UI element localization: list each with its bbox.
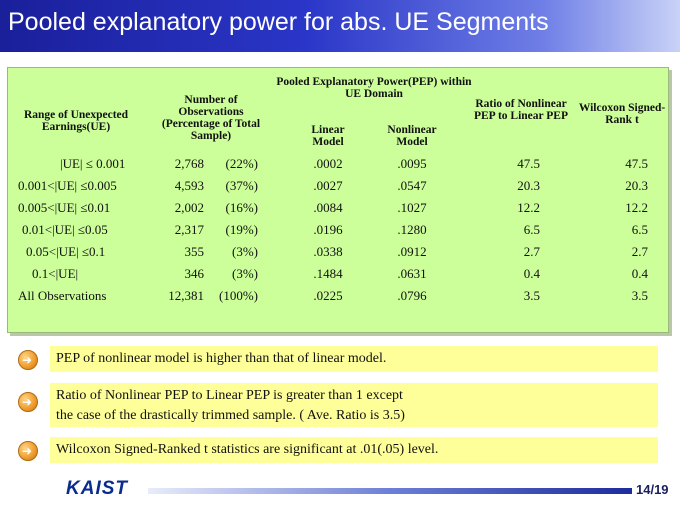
cell-ratio: 47.5 bbox=[517, 156, 540, 171]
cell-count: 2,002 bbox=[174, 200, 204, 215]
cell-percent: (22%) bbox=[225, 156, 258, 171]
header-nonlinear: Nonlinear Model bbox=[387, 124, 437, 148]
cell-ratio: 0.4 bbox=[523, 266, 540, 281]
cell-wilcoxon: 20.3 bbox=[625, 178, 648, 193]
cell-percent: (16%) bbox=[225, 200, 258, 215]
cell-wilcoxon: 12.2 bbox=[625, 200, 648, 215]
cell-count: 346 bbox=[184, 266, 204, 281]
header-linear: Linear Model bbox=[311, 124, 345, 148]
cell-linear: .0027 bbox=[313, 178, 343, 193]
cell-percent: (3%) bbox=[232, 266, 258, 281]
cell-wilcoxon: 6.5 bbox=[631, 222, 648, 237]
bullet-text: the case of the drastically trimmed sample. ( Ave. Ratio is 3.5) bbox=[56, 408, 405, 423]
cell-range: 0.001<|UE| ≤0.005 bbox=[18, 178, 117, 193]
kaist-logo: KAIST bbox=[66, 478, 128, 499]
cell-nonlinear: .0631 bbox=[397, 266, 427, 281]
cell-linear: .0196 bbox=[313, 222, 343, 237]
cell-linear: .1484 bbox=[313, 266, 343, 281]
cell-ratio: 12.2 bbox=[517, 200, 540, 215]
cell-wilcoxon: 3.5 bbox=[631, 288, 648, 303]
cell-ratio: 3.5 bbox=[523, 288, 540, 303]
bullet-item bbox=[50, 346, 658, 372]
cell-range: |UE| ≤ 0.001 bbox=[60, 156, 126, 171]
circle-arrow-icon: ➜ bbox=[18, 392, 38, 412]
bullet-text: Wilcoxon Signed-Ranked t statistics are significant at .01(.05) level. bbox=[56, 442, 439, 457]
cell-nonlinear: .0796 bbox=[397, 288, 427, 303]
cell-percent: (100%) bbox=[219, 288, 258, 303]
cell-wilcoxon: 0.4 bbox=[631, 266, 648, 281]
cell-ratio: 2.7 bbox=[523, 244, 540, 259]
cell-nonlinear: .0547 bbox=[397, 178, 427, 193]
page-number: 14/19 bbox=[636, 482, 669, 497]
cell-range: 0.05<|UE| ≤0.1 bbox=[26, 244, 106, 259]
footer-divider bbox=[148, 488, 632, 494]
cell-count: 2,768 bbox=[174, 156, 204, 171]
cell-ratio: 6.5 bbox=[523, 222, 540, 237]
results-table bbox=[7, 67, 669, 333]
header-pep-group: Pooled Explanatory Power(PEP) within UE Domain bbox=[276, 76, 472, 100]
cell-percent: (37%) bbox=[225, 178, 258, 193]
cell-wilcoxon: 2.7 bbox=[631, 244, 648, 259]
cell-percent: (19%) bbox=[225, 222, 258, 237]
header-wilcoxon: Wilcoxon Signed-Rank t bbox=[578, 102, 666, 126]
cell-ratio: 20.3 bbox=[517, 178, 540, 193]
cell-linear: .0225 bbox=[313, 288, 343, 303]
bullet-item bbox=[50, 437, 658, 463]
cell-count: 2,317 bbox=[174, 222, 204, 237]
cell-range: All Observations bbox=[18, 288, 107, 303]
cell-linear: .0338 bbox=[313, 244, 343, 259]
cell-nonlinear: .0095 bbox=[397, 156, 427, 171]
cell-count: 355 bbox=[184, 244, 204, 259]
cell-nonlinear: .1027 bbox=[397, 200, 427, 215]
header-ratio: Ratio of Nonlinear PEP to Linear PEP bbox=[473, 98, 569, 122]
cell-range: 0.005<|UE| ≤0.01 bbox=[18, 200, 111, 215]
bullet-text: Ratio of Nonlinear PEP to Linear PEP is greater than 1 except bbox=[56, 388, 403, 403]
bullet-item bbox=[50, 383, 658, 427]
cell-range: 0.01<|UE| ≤0.05 bbox=[22, 222, 108, 237]
cell-linear: .0002 bbox=[313, 156, 343, 171]
title-bar bbox=[0, 0, 680, 52]
circle-arrow-icon: ➜ bbox=[18, 350, 38, 370]
cell-range: 0.1<|UE| bbox=[32, 266, 79, 281]
header-range: Range of Unexpected Earnings(UE) bbox=[23, 109, 129, 133]
circle-arrow-icon: ➜ bbox=[18, 441, 38, 461]
cell-nonlinear: .1280 bbox=[397, 222, 427, 237]
slide-title: Pooled explanatory power for abs. UE Segments bbox=[8, 8, 549, 36]
header-observations: Number of Observations (Percentage of Total Sample) bbox=[161, 94, 261, 142]
cell-count: 12,381 bbox=[168, 288, 204, 303]
cell-nonlinear: .0912 bbox=[397, 244, 427, 259]
cell-count: 4,593 bbox=[174, 178, 204, 193]
cell-wilcoxon: 47.5 bbox=[625, 156, 648, 171]
cell-percent: (3%) bbox=[232, 244, 258, 259]
cell-linear: .0084 bbox=[313, 200, 343, 215]
bullet-text: PEP of nonlinear model is higher than that of linear model. bbox=[56, 351, 387, 366]
